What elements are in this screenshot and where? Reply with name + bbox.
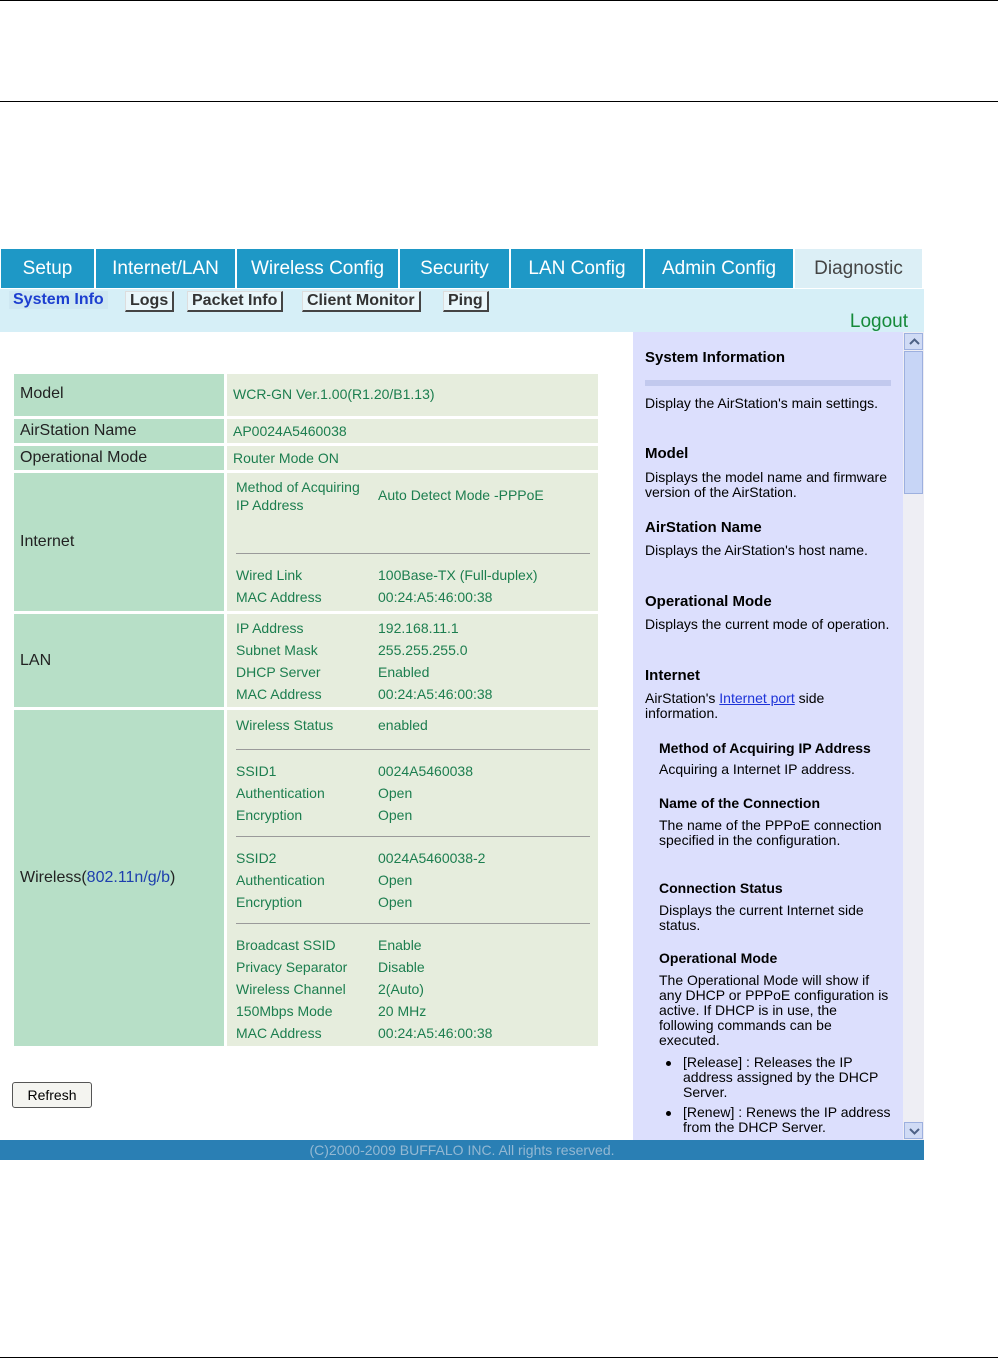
lan-ip-value: 192.168.11.1 — [378, 620, 459, 636]
wireless-label — [20, 869, 175, 887]
internet-label: Internet — [20, 533, 75, 550]
operational-mode-label: Operational Mode — [20, 449, 148, 466]
scroll-thumb[interactable] — [904, 351, 923, 494]
lan-dhcp-value: Enabled — [378, 664, 430, 680]
lan-mac-value: 00:24:A5:46:00:38 — [378, 686, 493, 702]
wireless-label-prefix: Wireless( — [20, 869, 87, 886]
broadcast-ssid-label: Broadcast SSID — [236, 937, 336, 953]
subtab-packet-info[interactable]: Packet Info — [187, 291, 283, 312]
lan-mac-label: MAC Address — [236, 686, 322, 702]
lan-ip-label: IP Address — [236, 620, 304, 636]
tab-wireless-config[interactable]: Wireless Config — [237, 249, 398, 288]
internet-label-cell — [14, 473, 224, 611]
help-renew-text: [Renew] : Renews the IP address from the DHCP Server. — [683, 1104, 891, 1135]
auth1-label: Authentication — [236, 785, 325, 801]
help-mode-heading: Operational Mode — [645, 593, 772, 610]
help-panel — [633, 332, 903, 1140]
enc2-label: Encryption — [236, 894, 303, 910]
wireless-status-label: Wireless Status — [236, 717, 334, 733]
auth2-value: Open — [378, 872, 413, 888]
help-title-underline — [645, 380, 891, 386]
auth2-label: Authentication — [236, 872, 325, 888]
subtab-ping[interactable]: Ping — [443, 291, 489, 312]
lan-mask-value: 255.255.255.0 — [378, 642, 468, 658]
help-intro: Display the AirStation's main settings. — [645, 395, 879, 411]
wired-link-value: 100Base-TX (Full-duplex) — [378, 567, 538, 583]
privacy-separator-label: Privacy Separator — [236, 959, 348, 975]
tab-internet-lan[interactable]: Internet/LAN — [96, 249, 235, 288]
help-model-text: Displays the model name and firmware version of the AirStation. — [645, 469, 887, 500]
release-bullet — [666, 1061, 671, 1066]
internet-method-label: Method of Acquiring IP Address — [236, 479, 360, 513]
tab-admin-config[interactable]: Admin Config — [645, 249, 793, 288]
wireless-label-cell — [14, 710, 224, 1046]
internet-port-link[interactable]: Internet port — [719, 690, 795, 706]
renew-bullet — [666, 1111, 671, 1116]
lan-label: LAN — [20, 652, 52, 669]
tab-setup[interactable]: Setup — [1, 249, 94, 288]
operational-mode-label-cell — [14, 446, 224, 470]
wireless-channel-label: Wireless Channel — [236, 981, 346, 997]
subtab-logs[interactable]: Logs — [125, 291, 174, 312]
wireless-status-value: enabled — [378, 717, 428, 733]
help-name-text: Displays the AirStation's host name. — [645, 542, 868, 558]
150mbps-mode-label: 150Mbps Mode — [236, 1003, 333, 1019]
model-value-cell — [227, 374, 598, 416]
wireless-mac-value: 00:24:A5:46:00:38 — [378, 1025, 493, 1041]
internet-mac-label: MAC Address — [236, 589, 322, 605]
wireless-channel-value: 2(Auto) — [378, 981, 424, 997]
help-release-text: [Release] : Releases the IP address assigned by the DHCP Server. — [683, 1054, 879, 1100]
ssid1-label: SSID1 — [236, 763, 277, 779]
help-connection-text: The name of the PPPoE connection specified in the configuration. — [659, 817, 882, 848]
airstation-name-label: AirStation Name — [20, 422, 137, 439]
help-status-heading: Connection Status — [659, 880, 783, 896]
chevron-down-icon — [909, 1127, 920, 1135]
tab-diagnostic[interactable]: Diagnostic — [795, 249, 922, 288]
logout-link[interactable]: Logout — [849, 311, 908, 332]
operational-mode-value-cell — [227, 446, 598, 470]
model-label: Model — [20, 385, 64, 402]
model-value: WCR-GN Ver.1.00(R1.20/B1.13) — [233, 386, 435, 402]
chevron-up-icon — [909, 338, 920, 346]
ssid1-value: 0024A5460038 — [378, 763, 473, 779]
help-connection-heading: Name of the Connection — [659, 795, 821, 811]
help-mode-text: Displays the current mode of operation. — [645, 616, 890, 632]
lan-mask-label: Subnet Mask — [236, 642, 318, 658]
wireless-mac-label: MAC Address — [236, 1025, 322, 1041]
internet-separator — [236, 553, 590, 554]
wireless-label-suffix: ) — [170, 869, 176, 886]
privacy-separator-value: Disable — [378, 959, 425, 975]
scroll-up-button[interactable] — [904, 333, 923, 350]
router-admin-window — [0, 248, 924, 1160]
scroll-down-button[interactable] — [904, 1122, 923, 1139]
help-title: System Information — [645, 349, 786, 366]
wireless-separator-1 — [236, 749, 590, 750]
150mbps-mode-value: 20 MHz — [378, 1003, 427, 1019]
sub-navigation — [0, 289, 924, 332]
wireless-standard: 802.11n/g/b — [86, 869, 171, 886]
help-internet-text — [645, 691, 895, 721]
auth1-value: Open — [378, 785, 413, 801]
operational-mode-value: Router Mode ON — [233, 450, 339, 466]
subtab-client-monitor[interactable]: Client Monitor — [302, 291, 421, 312]
help-internet-text-b: side information. — [645, 690, 825, 721]
enc1-value: Open — [378, 807, 413, 823]
airstation-name-value: AP0024A5460038 — [233, 423, 347, 439]
enc2-value: Open — [378, 894, 413, 910]
help-name-heading: AirStation Name — [645, 519, 762, 536]
wired-link-label: Wired Link — [236, 567, 303, 583]
main-tabs — [0, 248, 924, 289]
wireless-separator-3 — [236, 923, 590, 924]
footer-rule — [0, 1357, 998, 1358]
airstation-name-label-cell — [14, 419, 224, 443]
ssid2-value: 0024A5460038-2 — [378, 850, 486, 866]
subtab-system-info[interactable]: System Info — [9, 291, 108, 309]
help-model-heading: Model — [645, 445, 689, 462]
system-info-panel — [0, 332, 633, 1140]
help-status-text: Displays the current Internet side status. — [659, 902, 864, 933]
lan-label-cell — [14, 614, 224, 707]
airstation-name-value-cell — [227, 419, 598, 443]
help-internet-text-a: AirStation's — [645, 690, 720, 706]
internet-mac-value: 00:24:A5:46:00:38 — [378, 589, 493, 605]
model-label-cell — [14, 374, 224, 416]
help-opmode-text: The Operational Mode will show if any DHCP or PPPoE configuration is active. If DHCP is in use, the following commands can be executed. — [659, 972, 889, 1048]
broadcast-ssid-value: Enable — [378, 937, 422, 953]
refresh-button[interactable]: Refresh — [12, 1082, 92, 1108]
tab-lan-config[interactable]: LAN Config — [511, 249, 643, 288]
lan-dhcp-label: DHCP Server — [236, 664, 321, 680]
tab-security[interactable]: Security — [400, 249, 509, 288]
internet-method-value: Auto Detect Mode -PPPoE — [378, 487, 544, 503]
help-scrollbar[interactable] — [903, 332, 924, 1140]
header-rule — [0, 101, 998, 102]
wireless-separator-2 — [236, 836, 590, 837]
help-opmode-heading: Operational Mode — [659, 950, 778, 966]
copyright-footer: (C)2000-2009 BUFFALO INC. All rights reserved. — [0, 1140, 924, 1160]
ssid2-label: SSID2 — [236, 850, 277, 866]
enc1-label: Encryption — [236, 807, 303, 823]
help-internet-heading: Internet — [645, 667, 701, 684]
page-top-rule — [0, 0, 998, 1]
help-method-text: Acquiring a Internet IP address. — [659, 761, 855, 777]
help-method-heading: Method of Acquiring IP Address — [659, 740, 871, 756]
